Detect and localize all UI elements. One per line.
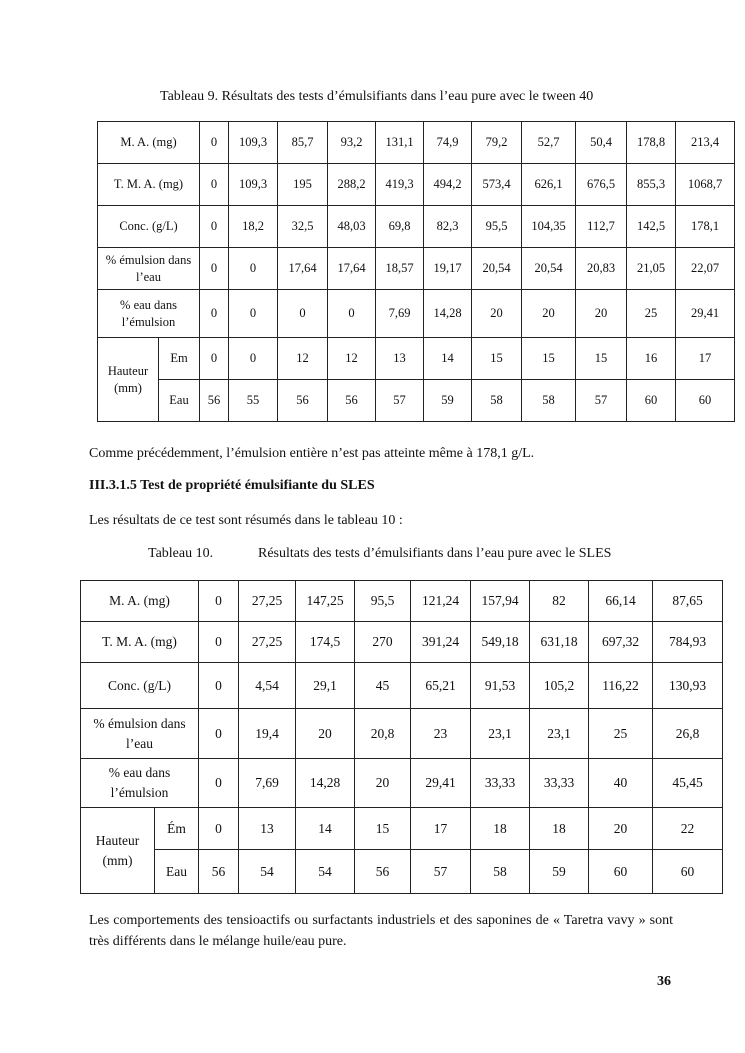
table-cell: 7,69 bbox=[376, 290, 424, 338]
table10 bbox=[80, 580, 723, 894]
table-cell: 15 bbox=[522, 338, 576, 380]
table-row bbox=[98, 122, 735, 164]
table-cell: 60 bbox=[676, 380, 735, 422]
table-cell: 131,1 bbox=[376, 122, 424, 164]
table-cell: 32,5 bbox=[278, 206, 328, 248]
table-cell: 13 bbox=[376, 338, 424, 380]
table-cell: 22 bbox=[653, 808, 723, 850]
table-row-em bbox=[98, 338, 735, 380]
table-cell: 20 bbox=[296, 709, 355, 759]
table-cell: 15 bbox=[472, 338, 522, 380]
table-cell: 855,3 bbox=[627, 164, 676, 206]
table-cell: 95,5 bbox=[355, 581, 411, 622]
table10-caption-number: Tableau 10. bbox=[148, 546, 214, 561]
table-cell: 12 bbox=[328, 338, 376, 380]
table-cell: 91,53 bbox=[471, 663, 530, 709]
table-cell: 0 bbox=[328, 290, 376, 338]
table-cell: 391,24 bbox=[411, 622, 471, 663]
table-cell: 142,5 bbox=[627, 206, 676, 248]
eau-label: Eau bbox=[155, 850, 199, 894]
table-cell: 18 bbox=[530, 808, 589, 850]
table-cell: 79,2 bbox=[472, 122, 522, 164]
table-row bbox=[81, 622, 723, 663]
table-row bbox=[98, 290, 735, 338]
table-cell: 66,14 bbox=[589, 581, 653, 622]
table-cell: 16 bbox=[627, 338, 676, 380]
table-cell: 18,57 bbox=[376, 248, 424, 290]
row-label: M. A. (mg) bbox=[98, 122, 200, 164]
table-cell: 0 bbox=[200, 164, 229, 206]
table-cell: 17 bbox=[676, 338, 735, 380]
table-cell: 82 bbox=[530, 581, 589, 622]
table-cell: 19,4 bbox=[239, 709, 296, 759]
table-cell: 33,33 bbox=[530, 759, 589, 808]
table-cell: 23,1 bbox=[471, 709, 530, 759]
table-row bbox=[98, 164, 735, 206]
table-cell: 549,18 bbox=[471, 622, 530, 663]
hauteur-label: Hauteur (mm) bbox=[98, 338, 159, 422]
table-row bbox=[98, 248, 735, 290]
table-cell: 130,93 bbox=[653, 663, 723, 709]
table-cell: 0 bbox=[229, 248, 278, 290]
table-cell: 22,07 bbox=[676, 248, 735, 290]
table-cell: 112,7 bbox=[576, 206, 627, 248]
table-cell: 0 bbox=[200, 338, 229, 380]
table-cell: 59 bbox=[530, 850, 589, 894]
row-label: Conc. (g/L) bbox=[98, 206, 200, 248]
table-cell: 26,8 bbox=[653, 709, 723, 759]
table-cell: 288,2 bbox=[328, 164, 376, 206]
table-cell: 20,54 bbox=[472, 248, 522, 290]
table-cell: 0 bbox=[199, 709, 239, 759]
table-cell: 25 bbox=[627, 290, 676, 338]
row-label: % émulsion dans l’eau bbox=[81, 709, 199, 759]
table-cell: 69,8 bbox=[376, 206, 424, 248]
table-cell: 58 bbox=[471, 850, 530, 894]
table-cell: 54 bbox=[239, 850, 296, 894]
section-heading: III.3.1.5 Test de propriété émulsifiante du SLES bbox=[89, 478, 375, 493]
row-label: Conc. (g/L) bbox=[81, 663, 199, 709]
table-cell: 0 bbox=[199, 663, 239, 709]
table-cell: 56 bbox=[328, 380, 376, 422]
table-cell: 58 bbox=[522, 380, 576, 422]
table9 bbox=[97, 121, 735, 422]
table-cell: 48,03 bbox=[328, 206, 376, 248]
table10-caption-text: Résultats des tests d’émulsifiants dans l’eau pure avec le SLES bbox=[258, 546, 612, 561]
table-cell: 697,32 bbox=[589, 622, 653, 663]
table-cell: 56 bbox=[278, 380, 328, 422]
table-cell: 60 bbox=[653, 850, 723, 894]
table-cell: 27,25 bbox=[239, 622, 296, 663]
table-cell: 626,1 bbox=[522, 164, 576, 206]
table-cell: 195 bbox=[278, 164, 328, 206]
table-cell: 0 bbox=[229, 290, 278, 338]
table-cell: 60 bbox=[627, 380, 676, 422]
table-cell: 57 bbox=[576, 380, 627, 422]
table-cell: 109,3 bbox=[229, 164, 278, 206]
row-label: T. M. A. (mg) bbox=[98, 164, 200, 206]
table-cell: 178,8 bbox=[627, 122, 676, 164]
table-cell: 0 bbox=[199, 808, 239, 850]
table-cell: 104,35 bbox=[522, 206, 576, 248]
table-cell: 20 bbox=[576, 290, 627, 338]
table-cell: 40 bbox=[589, 759, 653, 808]
table-cell: 57 bbox=[376, 380, 424, 422]
table-cell: 56 bbox=[200, 380, 229, 422]
eau-label: Eau bbox=[159, 380, 200, 422]
table-cell: 60 bbox=[589, 850, 653, 894]
table-cell: 419,3 bbox=[376, 164, 424, 206]
table-cell: 0 bbox=[200, 248, 229, 290]
table-cell: 0 bbox=[200, 122, 229, 164]
table-cell: 23 bbox=[411, 709, 471, 759]
table-cell: 178,1 bbox=[676, 206, 735, 248]
table-row bbox=[81, 581, 723, 622]
table-cell: 213,4 bbox=[676, 122, 735, 164]
table-cell: 0 bbox=[199, 622, 239, 663]
table-cell: 20 bbox=[472, 290, 522, 338]
table-cell: 17 bbox=[411, 808, 471, 850]
table-cell: 14 bbox=[424, 338, 472, 380]
table-row bbox=[81, 663, 723, 709]
table-cell: 147,25 bbox=[296, 581, 355, 622]
table-cell: 29,1 bbox=[296, 663, 355, 709]
table-row bbox=[81, 759, 723, 808]
table-cell: 270 bbox=[355, 622, 411, 663]
table-cell: 12 bbox=[278, 338, 328, 380]
row-label: M. A. (mg) bbox=[81, 581, 199, 622]
table-cell: 18 bbox=[471, 808, 530, 850]
table-cell: 14 bbox=[296, 808, 355, 850]
table-cell: 20 bbox=[589, 808, 653, 850]
table-cell: 20 bbox=[522, 290, 576, 338]
table-cell: 18,2 bbox=[229, 206, 278, 248]
table-cell: 105,2 bbox=[530, 663, 589, 709]
table-cell: 29,41 bbox=[411, 759, 471, 808]
row-label: % émulsion dans l’eau bbox=[98, 248, 200, 290]
table-cell: 494,2 bbox=[424, 164, 472, 206]
table-cell: 52,7 bbox=[522, 122, 576, 164]
table-cell: 1068,7 bbox=[676, 164, 735, 206]
table-cell: 19,17 bbox=[424, 248, 472, 290]
table-cell: 65,21 bbox=[411, 663, 471, 709]
table9-caption: Tableau 9. Résultats des tests d’émulsifiants dans l’eau pure avec le tween 40 bbox=[160, 89, 594, 104]
table-cell: 0 bbox=[199, 759, 239, 808]
table-cell: 21,05 bbox=[627, 248, 676, 290]
table-cell: 23,1 bbox=[530, 709, 589, 759]
table-row bbox=[98, 206, 735, 248]
row-label: % eau dans l’émulsion bbox=[81, 759, 199, 808]
table-cell: 25 bbox=[589, 709, 653, 759]
table-cell: 45,45 bbox=[653, 759, 723, 808]
table-cell: 85,7 bbox=[278, 122, 328, 164]
table-cell: 0 bbox=[278, 290, 328, 338]
table-cell: 87,65 bbox=[653, 581, 723, 622]
table-cell: 56 bbox=[355, 850, 411, 894]
table-cell: 109,3 bbox=[229, 122, 278, 164]
paragraph-conclusion-tween40: Comme précédemment, l’émulsion entière n’est pas atteinte même à 178,1 g/L. bbox=[89, 446, 535, 461]
table-cell: 56 bbox=[199, 850, 239, 894]
table-cell: 55 bbox=[229, 380, 278, 422]
table-cell: 121,24 bbox=[411, 581, 471, 622]
table-cell: 17,64 bbox=[328, 248, 376, 290]
table-cell: 0 bbox=[199, 581, 239, 622]
paragraph-intro-table10: Les résultats de ce test sont résumés dans le tableau 10 : bbox=[89, 513, 403, 528]
table-cell: 59 bbox=[424, 380, 472, 422]
table-cell: 20,8 bbox=[355, 709, 411, 759]
table-cell: 0 bbox=[200, 290, 229, 338]
table-cell: 29,41 bbox=[676, 290, 735, 338]
table-cell: 573,4 bbox=[472, 164, 522, 206]
table-cell: 45 bbox=[355, 663, 411, 709]
em-label: Em bbox=[159, 338, 200, 380]
row-label: % eau dans l’émulsion bbox=[98, 290, 200, 338]
table-cell: 0 bbox=[229, 338, 278, 380]
row-label: T. M. A. (mg) bbox=[81, 622, 199, 663]
table-cell: 631,18 bbox=[530, 622, 589, 663]
table-cell: 15 bbox=[576, 338, 627, 380]
table-cell: 4,54 bbox=[239, 663, 296, 709]
hauteur-label: Hauteur (mm) bbox=[81, 808, 155, 894]
table-row-eau bbox=[81, 850, 723, 894]
table-cell: 54 bbox=[296, 850, 355, 894]
table-cell: 93,2 bbox=[328, 122, 376, 164]
table-cell: 784,93 bbox=[653, 622, 723, 663]
page-number: 36 bbox=[657, 974, 671, 989]
table-cell: 58 bbox=[472, 380, 522, 422]
table-cell: 13 bbox=[239, 808, 296, 850]
table-cell: 27,25 bbox=[239, 581, 296, 622]
table-cell: 14,28 bbox=[296, 759, 355, 808]
table-cell: 82,3 bbox=[424, 206, 472, 248]
table-cell: 74,9 bbox=[424, 122, 472, 164]
table-cell: 15 bbox=[355, 808, 411, 850]
table-row-em bbox=[81, 808, 723, 850]
table-cell: 7,69 bbox=[239, 759, 296, 808]
table-cell: 0 bbox=[200, 206, 229, 248]
table-cell: 157,94 bbox=[471, 581, 530, 622]
em-label: Ém bbox=[155, 808, 199, 850]
table-cell: 17,64 bbox=[278, 248, 328, 290]
table-cell: 676,5 bbox=[576, 164, 627, 206]
table-cell: 20,54 bbox=[522, 248, 576, 290]
table-cell: 57 bbox=[411, 850, 471, 894]
table-row-eau bbox=[98, 380, 735, 422]
paragraph-comparison: Les comportements des tensioactifs ou surfactants industriels et des saponines de « Taretra vavy » sont très différents dans le mélange huile/eau pure. bbox=[89, 913, 673, 949]
table-cell: 95,5 bbox=[472, 206, 522, 248]
table-cell: 20,83 bbox=[576, 248, 627, 290]
table-cell: 20 bbox=[355, 759, 411, 808]
table-cell: 33,33 bbox=[471, 759, 530, 808]
table-cell: 174,5 bbox=[296, 622, 355, 663]
table-cell: 116,22 bbox=[589, 663, 653, 709]
table-row bbox=[81, 709, 723, 759]
table-cell: 50,4 bbox=[576, 122, 627, 164]
table-cell: 14,28 bbox=[424, 290, 472, 338]
